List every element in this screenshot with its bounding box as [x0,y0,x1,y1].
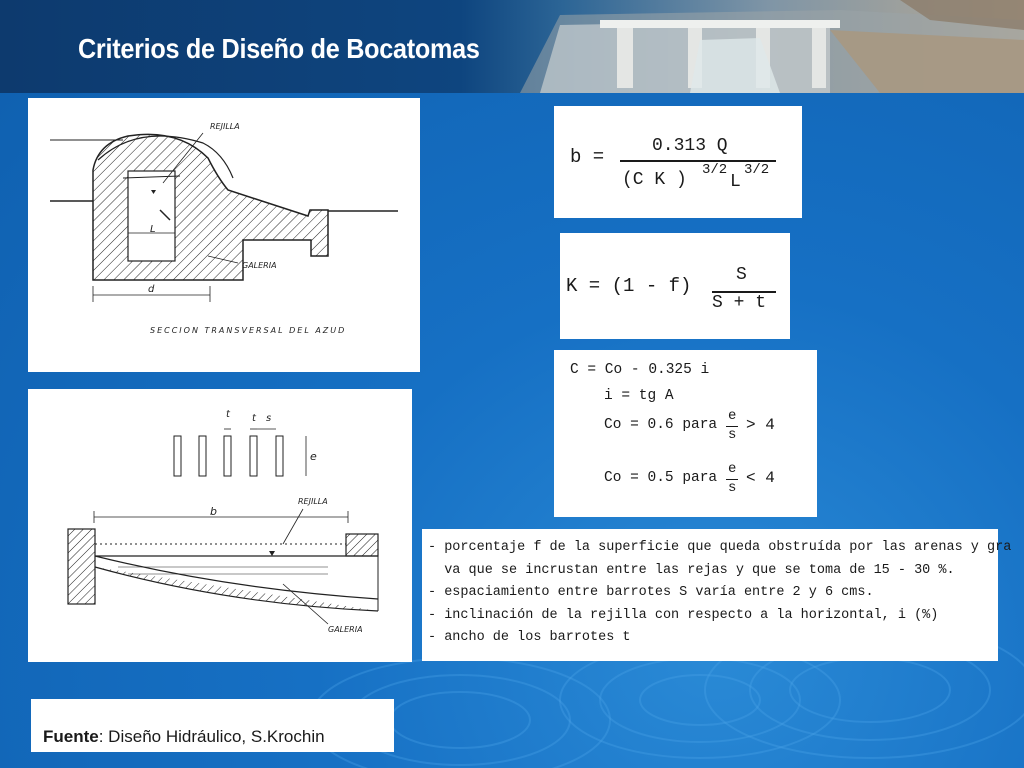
formula-c-line4: Co = 0.5 para [604,470,718,486]
fraction-denominator: s [728,480,737,496]
s-label: s [266,413,272,424]
rejilla-plan-diagram [28,389,412,662]
l-label: L [150,224,156,235]
formula-c-line3: Co = 0.6 para [604,417,718,433]
source-box [31,699,394,752]
formula-k-denominator: S + t [712,293,767,313]
cross-section-diagram [28,98,420,372]
page-title: Criterios de Diseño de Bocatomas [78,33,480,64]
notes-list [428,537,1011,650]
formula-b-numerator: 0.313 Q [652,136,728,156]
formula-b-panel [554,106,802,218]
formula-c-line2: i = tg A [604,388,674,404]
rejilla-label: REJILLA [210,122,240,131]
formula-b-exponent-2: 3/2 [744,162,770,178]
formula-k-panel [560,233,790,339]
source-text [43,727,325,747]
notes-panel [422,529,1012,661]
note-item: - porcentaje f de la superficie que queda obstruída por las arenas y gra [428,540,1012,555]
formula-c-line3-suffix: > 4 [746,416,775,434]
formula-b-lhs: b = [570,146,605,168]
t-label-1: t [226,409,230,420]
t-label-2: t [252,413,256,424]
formula-k-numerator: S [736,265,747,285]
formula-c-line4-suffix: < 4 [746,469,775,487]
b-label: b [210,505,217,518]
fraction-numerator: e [728,408,737,424]
formula-b-denominator-left: (C K ) [622,170,687,190]
formula-k-lhs: K = (1 - f) [566,275,692,297]
rejilla-label: REJILLA [298,497,328,506]
rejilla-plan-drawing [28,389,412,662]
source-reference: : Diseño Hidráulico, S.Krochin [98,727,325,746]
formula-c-panel [554,350,817,517]
galeria-label: GALERIA [242,261,277,270]
source-label: Fuente [43,727,99,746]
d-label: d [148,284,155,295]
galeria-label: GALERIA [328,625,363,634]
e-label: e [310,450,317,463]
note-item: va que se incrustan entre las rejas y que se toma de 15 - 30 %. [428,562,955,578]
header-banner [0,0,1024,93]
diagram-caption: SECCION TRANSVERSAL DEL AZUD [150,326,347,335]
note-item: - espaciamiento entre barrotes S varía entre 2 y 6 cms. [428,585,874,600]
note-item: - inclinación de la rejilla con respecto a la horizontal, i (%) [428,607,939,623]
fraction-numerator: e [728,461,737,477]
formula-c-line1: C = Co - 0.325 i [570,362,710,378]
formula-b-exponent-1: 3/2 [702,162,728,178]
formula-b-denominator-right: L [730,172,741,192]
fraction-denominator: s [728,427,737,443]
note-item: - ancho de los barrotes t [428,630,631,645]
